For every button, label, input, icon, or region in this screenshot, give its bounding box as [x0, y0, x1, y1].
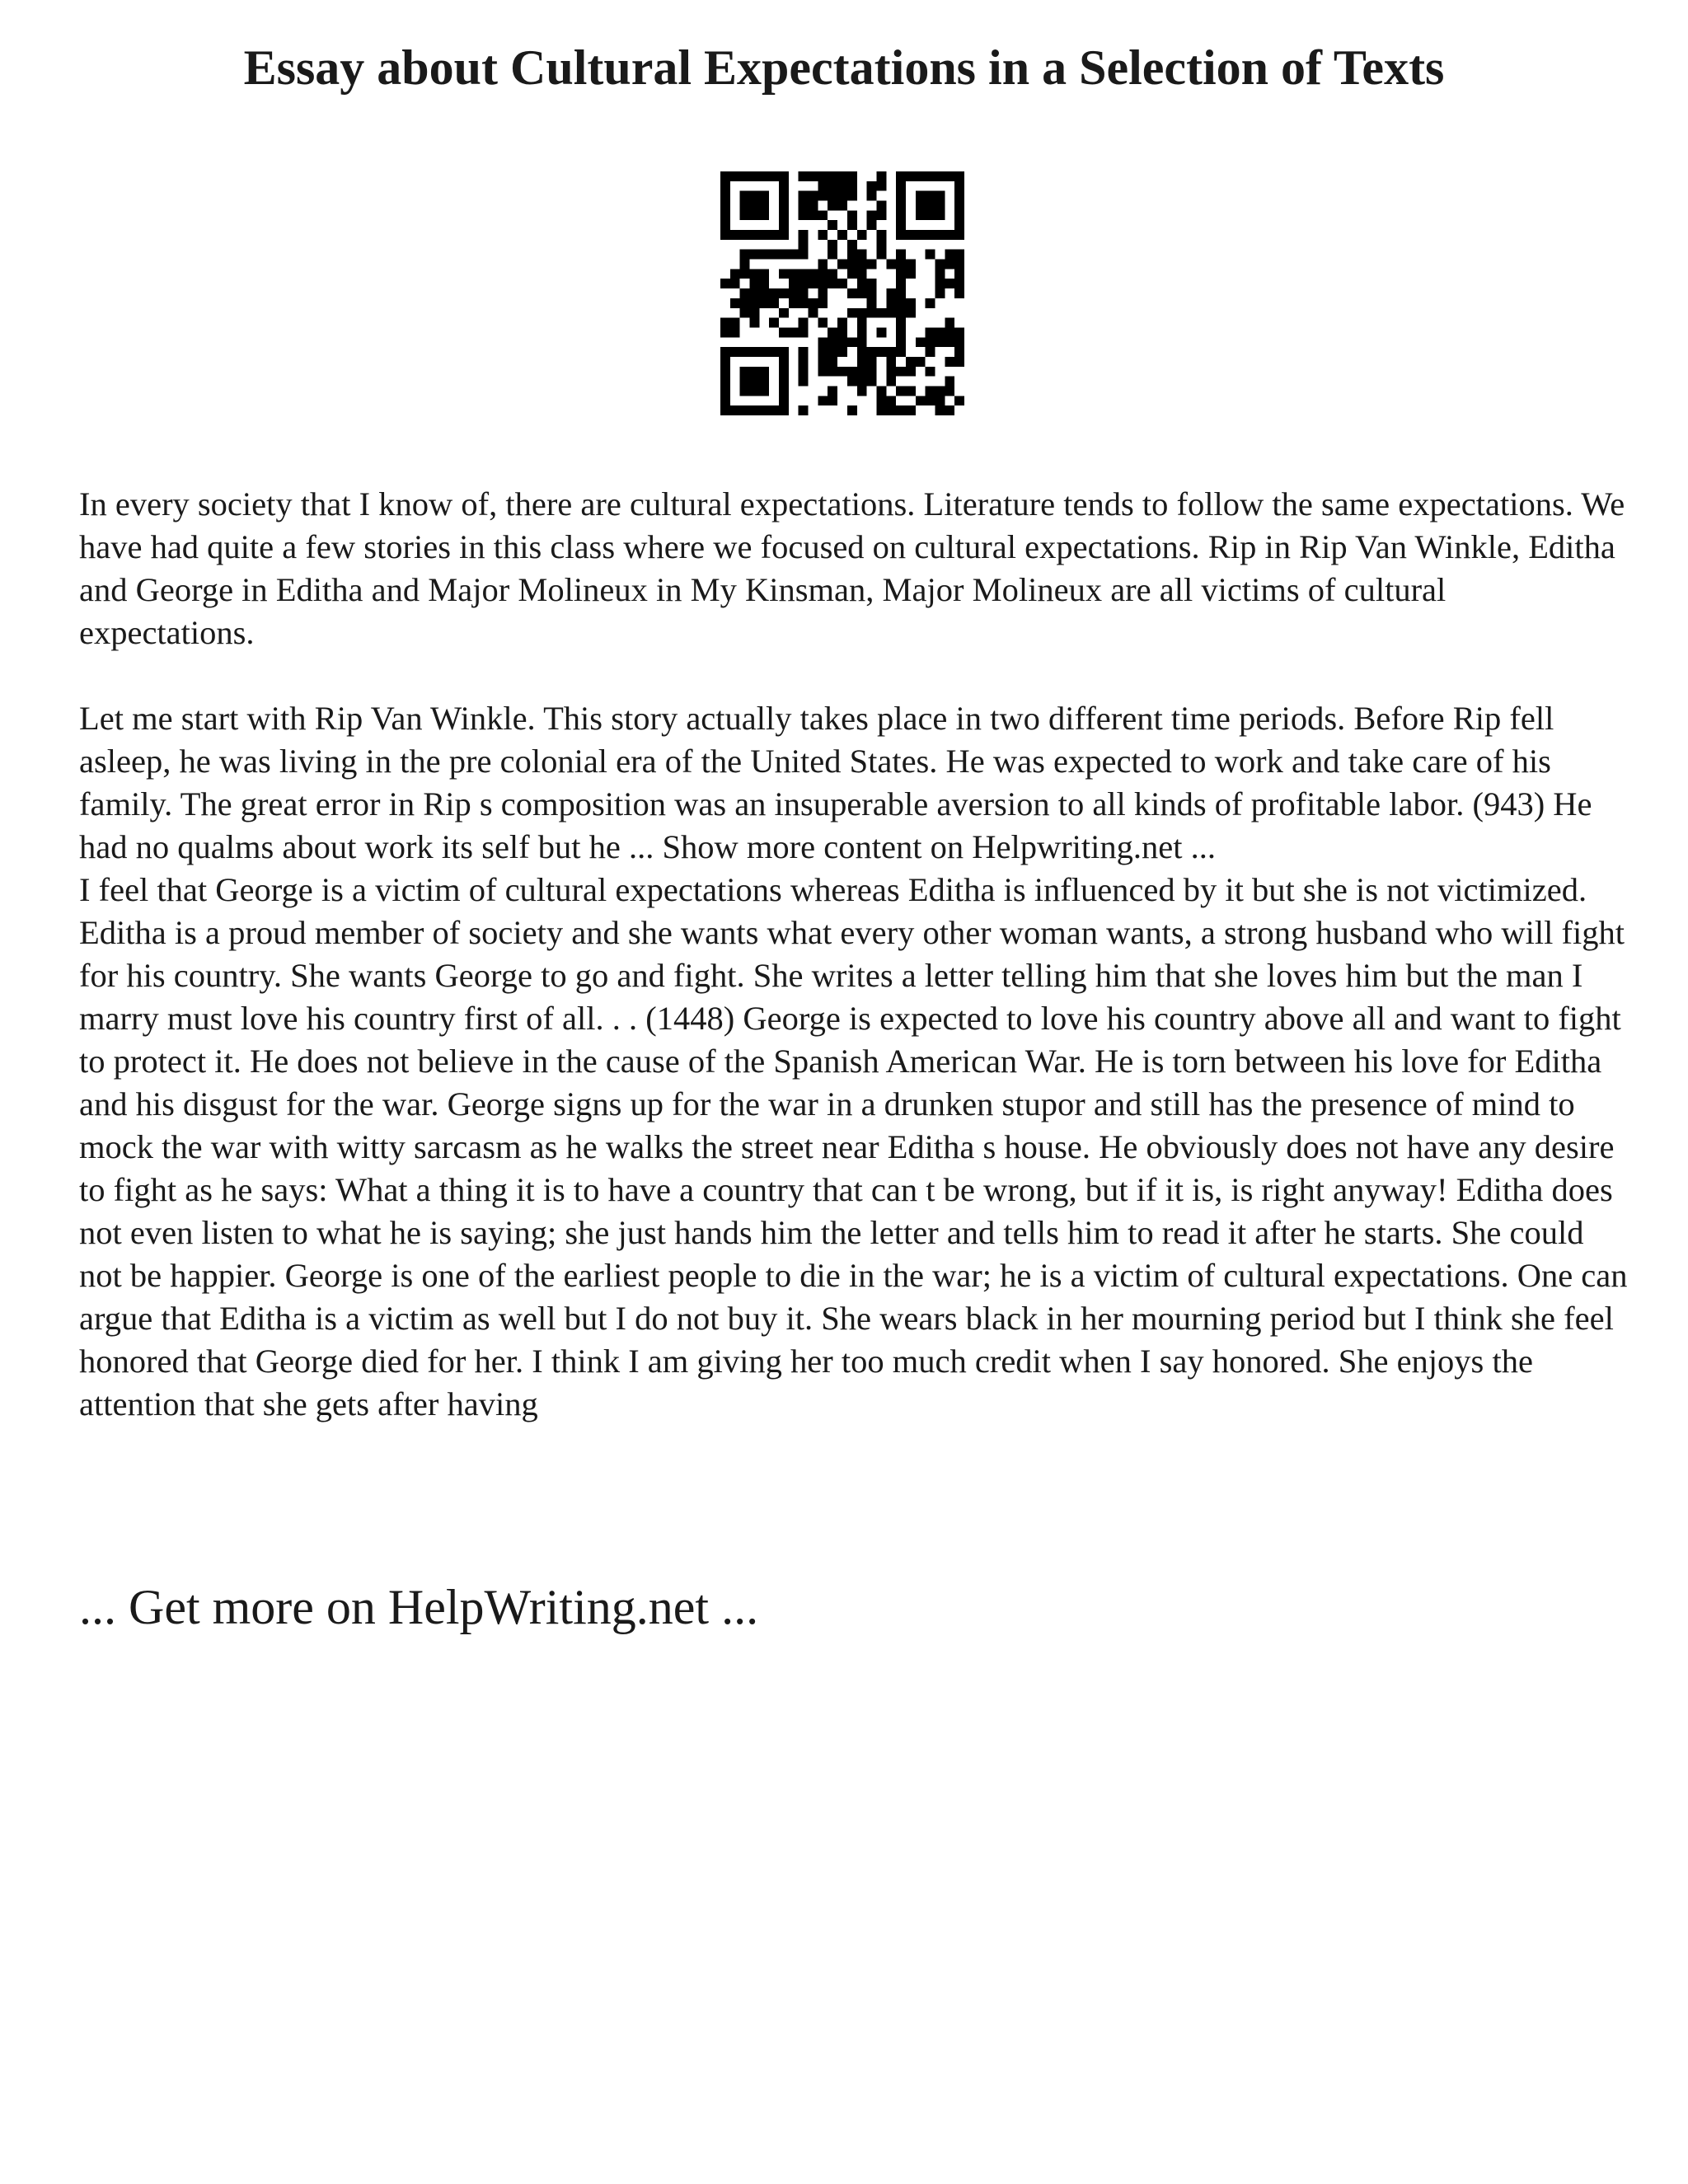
paragraph-rip-van-winkle: Let me start with Rip Van Winkle. This story actually takes place in two different time periods. Before Rip fell asleep, he was living in the pre colonial era of the United States. He was expected to work and take care of his family. The great error in Rip s composition was an insuperable aversion to all kinds of profitable labor. (943) He had no qualms about work its self but he ... Show more content on Helpwriting.net ...	[79, 700, 1592, 865]
document-title: Essay about Cultural Expectations in a Selection of Texts	[243, 40, 1445, 95]
paragraph-editha-george: I feel that George is a victim of cultural expectations whereas Editha is influenced by it but she is not victimized. Editha is a proud member of society and she wants what every other woman wants, a strong husband who will fight for his country. She wants George to go and fight. She writes a letter telling him that she loves him but the man I marry must love his country first of all. . . (1448) George is expected to love his country above all and want to fight to protect it. He does not believe in the cause of the Spanish American War. He is torn between his love for Editha and his disgust for the war. George signs up for the war in a drunken stupor and still has the presence of mind to mock the war with witty sarcasm as he walks the street near Editha s house. He obviously does not have any desire to fight as he says: What a thing it is to have a country that can t be wrong, but if it is, is right anyway! Editha does not even listen to what he is saying; she just hands him the letter and tells him to read it after he starts. She could not be happier. George is one of the earliest people to die in the war; he is a victim of cultural expectations. One can argue that Editha is a victim as well but I do not buy it. She wears black in her mourning period but I think she feel honored that George died for her. I think I am giving her too much credit when I say honored. She enjoys the attention that she gets after having	[79, 871, 1628, 1422]
get-more-link[interactable]: ... Get more on HelpWriting.net ...	[79, 1580, 759, 1634]
qr-code-icon	[720, 171, 964, 415]
essay-body	[79, 483, 1629, 1426]
paragraph-intro: In every society that I know of, there are cultural expectations. Literature tends to follow the same expectations. We have had quite a few stories in this class where we focused on cultural expectations. Rip in Rip Van Winkle, Editha and George in Editha and Major Molineux in My Kinsman, Major Molineux are all victims of cultural expectations.	[79, 485, 1625, 651]
